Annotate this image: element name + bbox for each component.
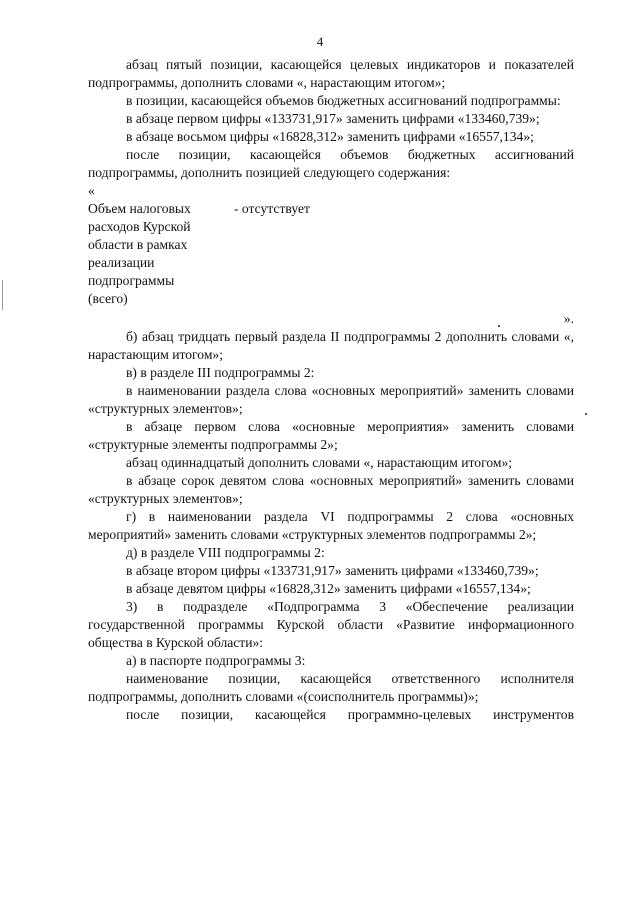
paragraph: в абзаце девятом цифры «16828,312» заменить цифрами «16557,134»;: [126, 581, 531, 596]
paragraph: д) в разделе VIII подпрограммы 2:: [126, 545, 325, 560]
paragraph: в абзаце сорок девятом слова «основных мероприятий» заменить словами «структурных элементов»;: [88, 473, 574, 506]
scan-speck: [585, 413, 587, 415]
table-right-cell: - отсутствует: [234, 201, 310, 216]
paragraph: в абзаце первом слова «основные мероприятия» заменить словами «структурные элементы подпрограммы 2»;: [88, 419, 574, 452]
paragraph: в абзаце восьмом цифры «16828,312» заменить цифрами «16557,134»;: [126, 129, 534, 144]
table-left-cell: [88, 200, 218, 308]
paragraph: после позиции, касающейся программно-целевых инструментов: [126, 707, 574, 722]
paragraph: абзац пятый позиции, касающейся целевых индикаторов и показателей подпрограммы, дополнить словами «, нарастающим итогом»;: [88, 57, 574, 90]
paragraph: г) в наименовании раздела VI подпрограммы 2 слова «основных мероприятий» заменить словами «структурных элементов подпрограммы 2»;: [88, 509, 574, 542]
paragraph: б) абзац тридцать первый раздела II подпрограммы 2 дополнить словами «, нарастающим итогом»;: [88, 329, 574, 362]
paragraph: 3) в подразделе «Подпрограмма 3 «Обеспечение реализации государственной программы Курской области «Развитие информационного общества в Курской области»:: [88, 599, 574, 650]
table-line: области в рамках: [88, 237, 188, 252]
paragraph: наименование позиции, касающейся ответственного исполнителя подпрограммы, дополнить словами «(соисполнитель программы)»;: [88, 671, 574, 704]
table-line: (всего): [88, 291, 128, 306]
table-line: подпрограммы: [88, 273, 175, 288]
paragraph: в наименовании раздела слова «основных мероприятий» заменить словами «структурных элементов»;: [88, 383, 574, 416]
quote-open: «: [88, 183, 95, 198]
table-line: Объем налоговых: [88, 201, 191, 216]
scan-speck: [498, 325, 500, 327]
quote-close: ».: [563, 311, 574, 326]
paragraph: в позиции, касающейся объемов бюджетных ассигнований подпрограммы:: [126, 93, 561, 108]
inserted-position-table: [88, 200, 574, 308]
table-line: расходов Курской: [88, 219, 191, 234]
paragraph: после позиции, касающейся объемов бюджетных ассигнований подпрограммы, дополнить позицией следующего содержания:: [88, 147, 574, 180]
paragraph: в) в разделе III подпрограммы 2:: [126, 365, 315, 380]
document-body: [88, 56, 574, 724]
paragraph: в абзаце втором цифры «133731,917» заменить цифрами «133460,739»;: [126, 563, 539, 578]
table-line: реализации: [88, 255, 155, 270]
paragraph: а) в паспорте подпрограммы 3:: [126, 653, 306, 668]
paragraph: абзац одиннадцатый дополнить словами «, нарастающим итогом»;: [126, 455, 513, 470]
page-number: 4: [316, 34, 324, 49]
margin-mark: [2, 280, 3, 310]
paragraph: в абзаце первом цифры «133731,917» заменить цифрами «133460,739»;: [126, 111, 540, 126]
